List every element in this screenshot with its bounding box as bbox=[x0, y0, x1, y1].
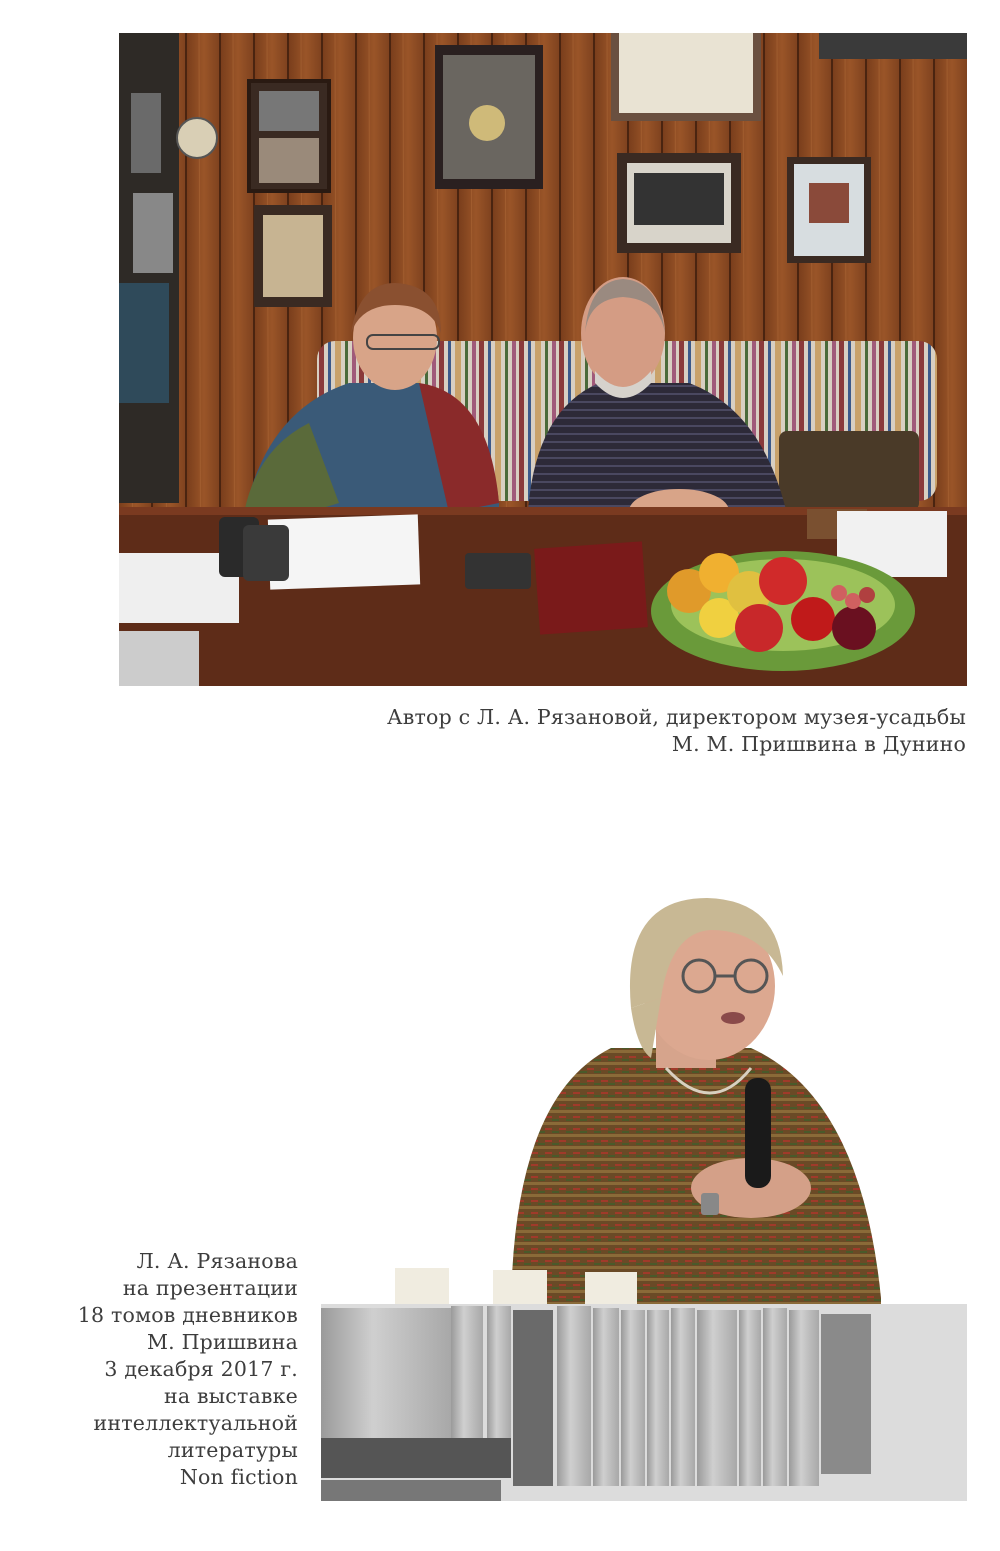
photo-presentation bbox=[321, 858, 967, 1501]
photo-museum-interview bbox=[119, 33, 967, 686]
caption-line: 3 декабря 2017 г. bbox=[104, 1357, 298, 1381]
photo-caption-top bbox=[387, 704, 966, 758]
caption-line: Л. А. Рязанова bbox=[136, 1249, 298, 1273]
caption-line: Non fiction bbox=[179, 1465, 298, 1489]
caption-line: 18 томов дневников bbox=[77, 1303, 298, 1327]
caption-line: интеллектуальной bbox=[93, 1411, 298, 1435]
caption-line: М. М. Пришвина в Дунино bbox=[671, 732, 966, 756]
caption-line: на презентации bbox=[122, 1276, 298, 1300]
caption-line: Автор с Л. А. Рязановой, директором музея-усадьбы bbox=[387, 705, 966, 729]
photo-caption-bottom bbox=[78, 1248, 298, 1491]
caption-line: на выставке bbox=[164, 1384, 298, 1408]
caption-line: литературы bbox=[167, 1438, 298, 1462]
caption-line: М. Пришвина bbox=[146, 1330, 298, 1354]
